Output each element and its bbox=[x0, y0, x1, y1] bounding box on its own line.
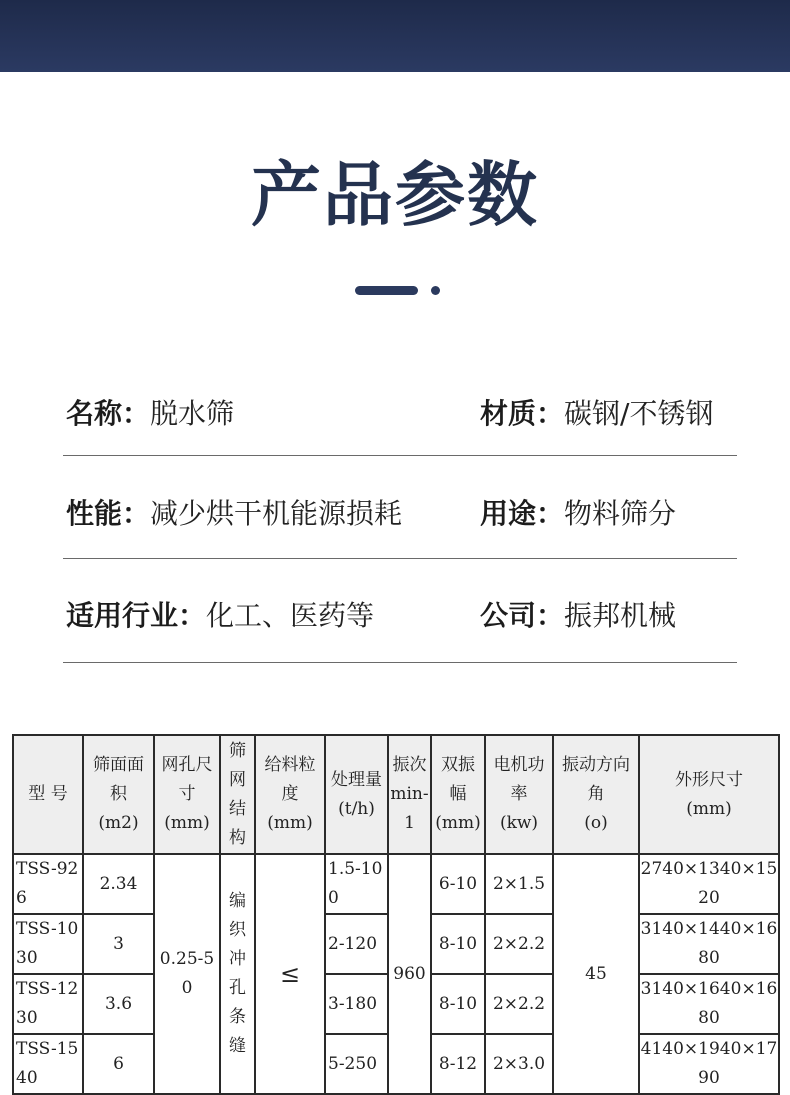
cell-amplitude: 6-10 bbox=[431, 854, 485, 914]
spec-table bbox=[12, 734, 780, 1095]
cell-power: 2×1.5 bbox=[485, 854, 553, 914]
header-area: 筛面面 积 (m2) bbox=[83, 735, 154, 854]
cell-capacity: 2-120 bbox=[325, 914, 388, 974]
page-title: 产品参数 bbox=[251, 154, 539, 236]
info-value: 振邦机械 bbox=[564, 599, 677, 632]
info-name bbox=[66, 394, 234, 434]
cell-model: TSS-1230 bbox=[13, 974, 83, 1034]
cell-capacity: 1.5-100 bbox=[325, 854, 388, 914]
info-performance bbox=[66, 494, 402, 534]
info-divider bbox=[63, 558, 737, 559]
cell-dimensions: 3140×1640×1680 bbox=[639, 974, 779, 1034]
info-value: 化工、医药等 bbox=[206, 599, 375, 632]
cell-area: 6 bbox=[83, 1034, 154, 1094]
header-model: 型 号 bbox=[13, 735, 83, 854]
header-capacity: 处理量 (t/h) bbox=[325, 735, 388, 854]
info-row-2 bbox=[66, 494, 738, 534]
table-header-row bbox=[13, 735, 779, 854]
info-material bbox=[480, 394, 713, 434]
info-company bbox=[480, 596, 676, 636]
header-vibration-freq: 振次 min- 1 bbox=[388, 735, 431, 854]
title-underline-dash bbox=[355, 286, 418, 295]
cell-dimensions: 4140×1940×1790 bbox=[639, 1034, 779, 1094]
cell-amplitude: 8-10 bbox=[431, 914, 485, 974]
info-value: 减少烘干机能源损耗 bbox=[150, 497, 403, 530]
info-label: 适用行业： bbox=[66, 599, 207, 632]
cell-model: TSS-926 bbox=[13, 854, 83, 914]
info-label: 用途： bbox=[480, 497, 565, 530]
cell-capacity: 5-250 bbox=[325, 1034, 388, 1094]
cell-mesh-size: 0.25-50 bbox=[154, 854, 220, 1094]
cell-dimensions: 3140×1440×1680 bbox=[639, 914, 779, 974]
table-row bbox=[13, 854, 779, 914]
info-divider bbox=[63, 662, 737, 663]
header-mesh-size: 网孔尺 寸 (mm) bbox=[154, 735, 220, 854]
cell-vibration-freq: 960 bbox=[388, 854, 431, 1094]
header-dimensions: 外形尺寸 (mm) bbox=[639, 735, 779, 854]
info-label: 公司： bbox=[480, 599, 565, 632]
header-mesh-structure: 筛 网 结 构 bbox=[220, 735, 255, 854]
cell-feed-size: ≤ bbox=[255, 854, 325, 1094]
info-industry bbox=[66, 596, 374, 636]
header-amplitude: 双振 幅 (mm) bbox=[431, 735, 485, 854]
cell-area: 2.34 bbox=[83, 854, 154, 914]
cell-amplitude: 8-10 bbox=[431, 974, 485, 1034]
cell-area: 3.6 bbox=[83, 974, 154, 1034]
info-label: 名称： bbox=[66, 397, 151, 430]
cell-power: 2×3.0 bbox=[485, 1034, 553, 1094]
header-angle: 振动方向 角 (o) bbox=[553, 735, 639, 854]
info-row-1 bbox=[66, 394, 738, 434]
cell-model: TSS-1540 bbox=[13, 1034, 83, 1094]
info-label: 材质： bbox=[480, 397, 565, 430]
cell-angle: 45 bbox=[553, 854, 639, 1094]
cell-power: 2×2.2 bbox=[485, 914, 553, 974]
cell-model: TSS-1030 bbox=[13, 914, 83, 974]
cell-area: 3 bbox=[83, 914, 154, 974]
info-divider bbox=[63, 455, 737, 456]
title-underline-dot bbox=[431, 286, 440, 295]
info-value: 物料筛分 bbox=[564, 497, 677, 530]
cell-power: 2×2.2 bbox=[485, 974, 553, 1034]
cell-dimensions: 2740×1340×1520 bbox=[639, 854, 779, 914]
info-label: 性能： bbox=[66, 497, 151, 530]
cell-mesh-structure: 编织冲孔条缝 bbox=[220, 854, 255, 1094]
info-value: 碳钢/不锈钢 bbox=[564, 397, 714, 430]
cell-capacity: 3-180 bbox=[325, 974, 388, 1034]
header-power: 电机功 率 (kw) bbox=[485, 735, 553, 854]
cell-amplitude: 8-12 bbox=[431, 1034, 485, 1094]
info-value: 脱水筛 bbox=[150, 397, 235, 430]
header-feed-size: 给料粒 度 (mm) bbox=[255, 735, 325, 854]
info-usage bbox=[480, 494, 676, 534]
top-banner bbox=[0, 0, 790, 72]
info-row-3 bbox=[66, 596, 738, 636]
